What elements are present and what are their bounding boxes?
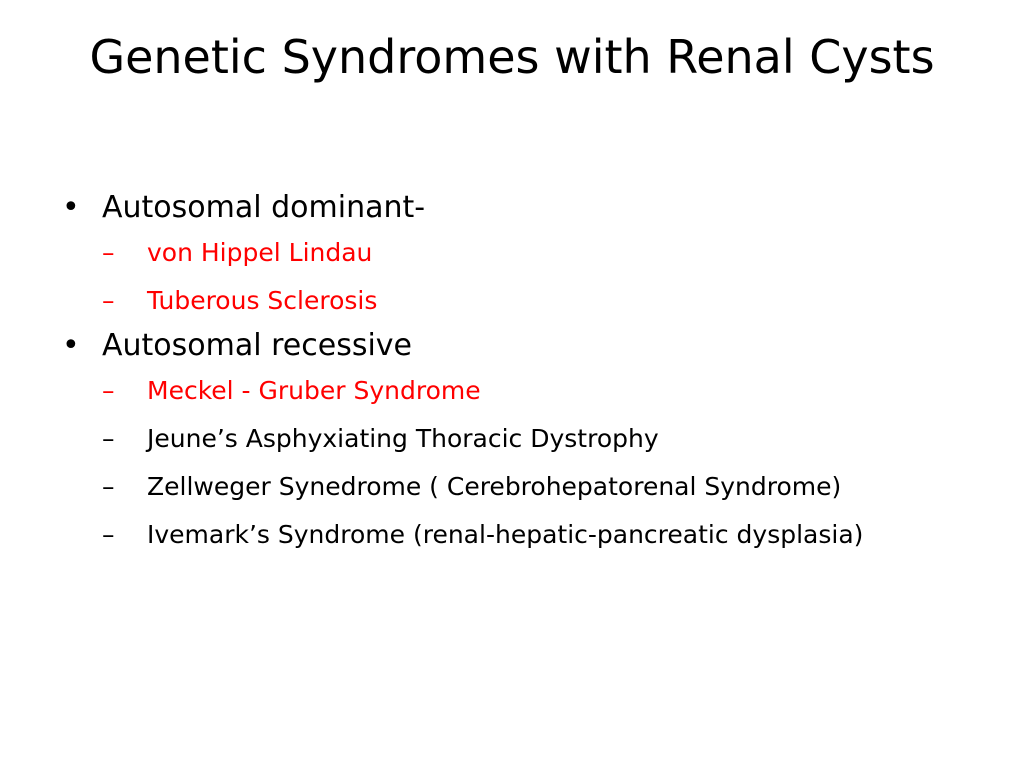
item-text: Jeune’s Asphyxiating Thoracic Dystrophy: [147, 424, 659, 453]
item-text: von Hippel Lindau: [147, 238, 373, 267]
bullet-icon: •: [62, 328, 80, 363]
sub-list: [102, 374, 940, 552]
section-label: Autosomal recessive: [102, 328, 413, 363]
dash-icon: –: [102, 238, 115, 267]
dash-icon: –: [102, 286, 115, 315]
slide-title: Genetic Syndromes with Renal Cysts: [89, 30, 935, 84]
dash-icon: –: [102, 520, 115, 549]
list-item: [102, 470, 940, 504]
item-text: Zellweger Synedrome ( Cerebrohepatorenal Syndrome): [147, 472, 842, 501]
section-autosomal-dominant: [60, 188, 940, 318]
list-item: [102, 422, 940, 456]
item-text: Ivemark’s Syndrome (renal-hepatic-pancreatic dysplasia): [147, 520, 864, 549]
bullet-list: [60, 188, 940, 552]
list-item: [102, 518, 940, 552]
list-item: [102, 236, 940, 270]
list-item: [102, 284, 940, 318]
section-autosomal-recessive: [60, 326, 940, 552]
sub-list: [102, 236, 940, 318]
item-text: Tuberous Sclerosis: [147, 286, 378, 315]
section-label: Autosomal dominant-: [102, 190, 426, 225]
dash-icon: –: [102, 424, 115, 453]
list-item: [102, 374, 940, 408]
bullet-icon: •: [62, 190, 80, 225]
dash-icon: –: [102, 376, 115, 405]
item-text: Meckel - Gruber Syndrome: [147, 376, 481, 405]
dash-icon: –: [102, 472, 115, 501]
